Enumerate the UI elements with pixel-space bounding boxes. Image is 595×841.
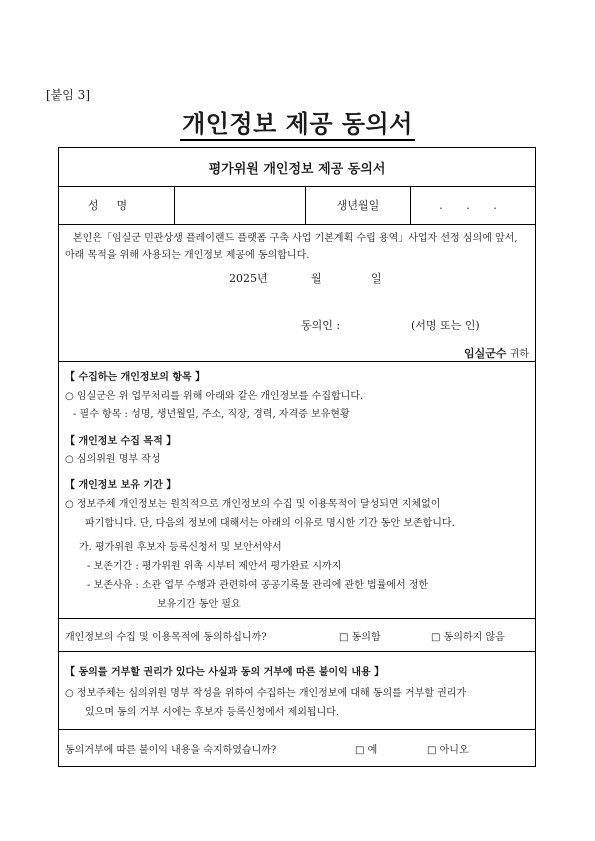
agree-checkbox[interactable]: □ 동의함 <box>339 632 381 643</box>
signer-label: 동의인 : <box>301 319 341 332</box>
question-consent-text: 개인정보의 수집 및 이용목적에 동의하십니까? <box>65 632 267 643</box>
retention-line-5: - 보존사유 : 소관 업무 수행과 관련하여 공공기록물 관리에 관한 법률에서 정한 <box>87 580 429 591</box>
sign-note: (서명 또는 인) <box>411 319 480 332</box>
page-title-text: 개인정보 제공 동의서 <box>180 110 415 141</box>
retention-line-2: 파기합니다. 단, 다음의 정보에 대해서는 아래의 이유로 명시한 기간 동안 보존합니다. <box>85 518 455 529</box>
disagree-checkbox[interactable]: □ 동의하지 않음 <box>431 632 505 643</box>
birth-label: 생년월일 <box>306 186 411 224</box>
consent-statement <box>59 224 535 362</box>
refusal-line-1: ○ 정보주체는 심의위원 명부 작성을 위하여 수집하는 개인정보에 대해 동의를 거부할 권리가 <box>65 688 467 699</box>
retention-line-6: 보유기간 동안 필요 <box>157 599 241 610</box>
yes-checkbox[interactable]: □ 예 <box>355 745 378 756</box>
addressee-name: 임실군수 <box>463 347 507 360</box>
info-sections <box>59 361 535 619</box>
refusal-line-2: 있으며 동의 거부 시에는 후보자 등록신청에서 제외됩니다. <box>85 707 340 718</box>
retention-header: 【 개인정보 보유 기간 】 <box>65 480 177 491</box>
form-subtitle: 평가위원 개인정보 제공 동의서 <box>59 148 535 187</box>
retention-line-4: - 보존기간 : 평가위원 위촉 시부터 제안서 평가완료 시까지 <box>87 561 342 572</box>
refusal-header: 【 동의를 거부할 권리가 있다는 사실과 동의 거부에 따른 불이익 내용 】 <box>65 667 385 678</box>
consent-text: 본인은「임실군 민관상생 플레이랜드 플랫폼 구축 사업 기본계획 수립 용역」사업자 선정 심의에 앞서, 아래 목적을 위해 사용되는 개인정보 제공에 동의합니다. <box>65 233 518 261</box>
retention-line-3: 가. 평가위원 후보자 등록신청서 및 보안서약서 <box>79 542 282 553</box>
addressee-suffix: 귀하 <box>509 349 529 360</box>
info-row <box>59 186 535 225</box>
collect-header: 【 수집하는 개인정보의 항목 】 <box>65 372 206 383</box>
collect-line-2: - 필수 항목 : 성명, 생년월일, 주소, 직장, 경력, 자격증 보유현황 <box>73 409 350 420</box>
purpose-line-1: ○ 심의위원 명부 작성 <box>65 454 161 465</box>
collect-line-1: ○ 임실군은 위 업무처리를 위해 아래와 같은 개인정보를 수집합니다. <box>65 391 364 402</box>
page-title <box>0 104 595 139</box>
retention-line-1: ○ 정보주체 개인정보는 원칙적으로 개인정보의 수집 및 이용목적이 달성되면 지체없이 <box>65 499 441 510</box>
date-month: 월 <box>311 272 322 285</box>
question-consent-row <box>59 618 535 652</box>
question-acknowledge-row <box>59 729 535 766</box>
purpose-header: 【 개인정보 수집 목적 】 <box>65 436 177 447</box>
date-year: 2025년 <box>229 272 268 285</box>
date-day: 일 <box>371 272 382 285</box>
attachment-label: [붙임 3] <box>46 88 90 102</box>
refusal-section <box>59 651 535 730</box>
addressee <box>464 345 529 361</box>
consent-form <box>58 147 536 767</box>
name-field[interactable] <box>175 186 306 224</box>
name-label: 성명 <box>59 186 175 224</box>
question-acknowledge-text: 동의거부에 따른 불이익 내용을 숙지하였습니까? <box>65 745 277 756</box>
no-checkbox[interactable]: □ 아니오 <box>427 745 469 756</box>
birth-field[interactable]: . . . <box>439 198 507 212</box>
